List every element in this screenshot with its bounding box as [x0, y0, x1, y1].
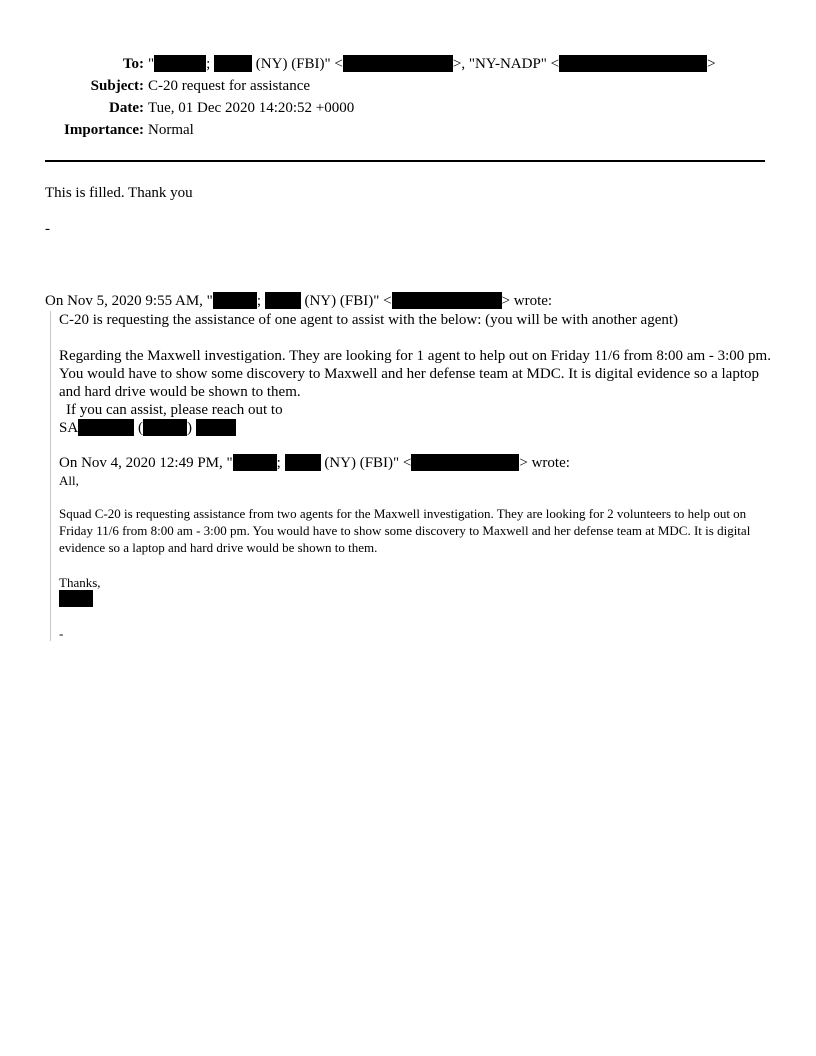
attr-text-4: > wrote: — [501, 293, 553, 309]
redaction — [214, 55, 252, 72]
body-dash: - — [45, 221, 50, 237]
body-message: This is filled. Thank you — [45, 185, 193, 201]
paren-open: ( — [137, 420, 143, 436]
subject-value: C-20 request for assistance — [148, 78, 311, 94]
subject-label: Subject: — [90, 78, 144, 94]
redaction — [213, 292, 257, 309]
quote-bar — [50, 311, 51, 641]
quote2-paragraph-1: Squad C-20 is requesting assistance from two agents for the Maxwell investigation. They are looking for 2 volunteers to help out on Friday 11/6 from 8:00 am - 3:00 pm. You would have to show some discovery to Maxwell and her defense team at MDC. It is digital evidence so a laptop and hard drive would be shown to them. — [59, 506, 751, 555]
redaction — [154, 55, 206, 72]
redaction — [285, 454, 321, 471]
quote2-greeting: All, — [59, 473, 79, 488]
to-text-3: (NY) (FBI)" < — [255, 56, 343, 72]
to-text-4: >, "NY-NADP" < — [452, 56, 560, 72]
redaction — [265, 292, 301, 309]
quote2-dash: - — [59, 626, 64, 641]
quote1-paragraph-1: C-20 is requesting the assistance of one agent to assist with the below: (you will be with another agent) — [59, 312, 679, 328]
importance-label: Importance: — [64, 122, 144, 138]
redaction — [196, 419, 236, 436]
quote1-attribution — [45, 292, 552, 310]
importance-value: Normal — [148, 122, 194, 138]
date-label: Date: — [109, 100, 144, 116]
to-label: To: — [122, 56, 144, 72]
redaction — [392, 292, 502, 309]
to-text-1: " — [148, 56, 155, 72]
header-divider — [45, 160, 765, 162]
quote2-signature — [59, 590, 771, 608]
date-value: Tue, 01 Dec 2020 14:20:52 +0000 — [148, 100, 355, 116]
redaction — [559, 55, 707, 72]
quote1-signature — [59, 419, 771, 437]
attr-text-1: On Nov 4, 2020 12:49 PM, " — [59, 455, 233, 471]
attr-text-2: ; — [256, 293, 261, 309]
redaction — [411, 454, 519, 471]
quote2-attribution — [59, 454, 771, 472]
quote2-thanks: Thanks, — [59, 575, 101, 590]
attr-text-1: On Nov 5, 2020 9:55 AM, " — [45, 293, 213, 309]
to-text-2: ; — [206, 56, 211, 72]
redaction — [143, 419, 187, 436]
attr-text-4: > wrote: — [519, 455, 570, 471]
redaction — [233, 454, 277, 471]
quote1-paragraph-2: Regarding the Maxwell investigation. They are looking for 1 agent to help out on Friday 11/6 from 8:00 am - 3:00 pm. You would have to show some discovery to Maxwell and her defense team at MDC. It is digital evidence so a laptop and hard drive would be shown to them. — [59, 348, 771, 400]
paren-close: ) — [186, 420, 192, 436]
sa-text: SA — [59, 420, 79, 436]
attr-text-2: ; — [276, 455, 281, 471]
to-value — [148, 55, 716, 73]
quote1-paragraph-3: If you can assist, please reach out to — [66, 402, 283, 418]
to-text-5: > — [707, 56, 716, 72]
redaction — [78, 419, 134, 436]
attr-text-3: (NY) (FBI)" < — [324, 455, 412, 471]
attr-text-3: (NY) (FBI)" < — [304, 293, 392, 309]
redaction — [59, 590, 93, 607]
redaction — [343, 55, 453, 72]
